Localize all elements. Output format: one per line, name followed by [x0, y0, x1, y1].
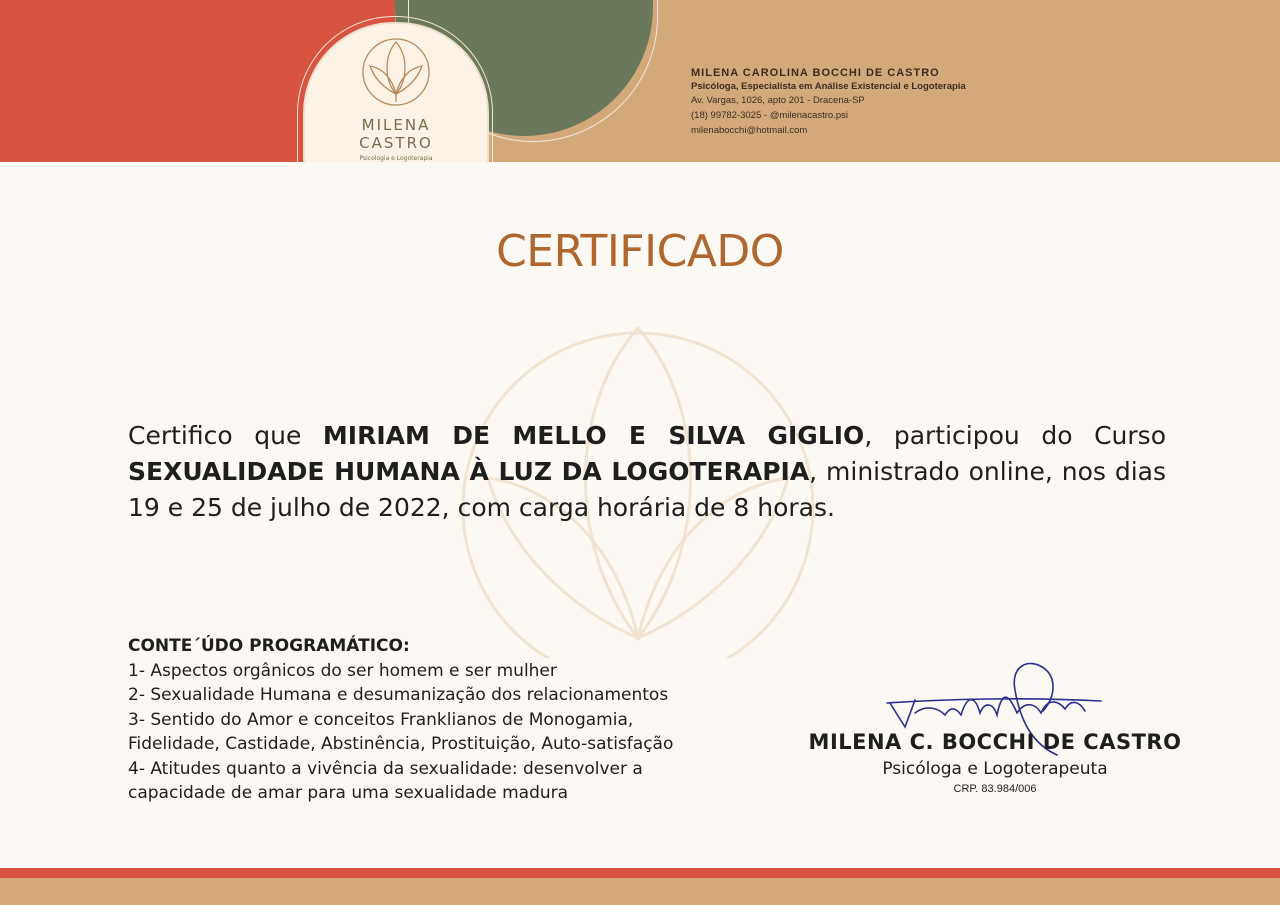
logo-name-line2: CASTRO — [359, 134, 433, 152]
signatory-role: Psicóloga e Logoterapeuta — [882, 759, 1108, 779]
footer-red-stripe — [0, 868, 1280, 878]
body-text-3: , ministrado online, nos dias 19 e 25 de julho de 2022, com carga horária de 8 horas. — [128, 457, 1166, 522]
logo-name-line1: MILENA — [361, 116, 431, 134]
leaf-logo-icon — [362, 36, 430, 108]
body-text-1: Certifico que — [128, 421, 323, 450]
program-heading: CONTE´ÚDO PROGRAMÁTICO: — [128, 636, 410, 656]
program-item: 4- Atitudes quanto a vivência da sexualidade: desenvolver a capacidade de amar para uma sexualidade madura — [128, 758, 643, 803]
program-item: 1- Aspectos orgânicos do ser homem e ser mulher — [128, 660, 557, 681]
logo-subtitle: Psicologia e Logoterapia — [359, 155, 433, 162]
body-text-2: , participou do Curso — [864, 421, 1166, 450]
contact-email: milenabocchi@hotmail.com — [691, 125, 808, 136]
participant-name: MIRIAM DE MELLO E SILVA GIGLIO — [322, 421, 865, 450]
signatory-name: MILENA C. BOCCHI DE CASTRO — [808, 730, 1182, 754]
footer-tan-stripe — [0, 878, 1280, 905]
program-item: 3- Sentido do Amor e conceitos Franklianos de Monogamia, Fidelidade, Castidade, Abstinência, Prostituição, Auto-satisfação — [128, 709, 674, 754]
certificate-title: CERTIFICADO — [496, 226, 784, 277]
contact-address: Av. Vargas, 1026, apto 201 - Dracena-SP — [691, 95, 865, 106]
program-item: 2- Sexualidade Humana e desumanização dos relacionamentos — [128, 685, 669, 705]
header-band — [0, 0, 1280, 162]
contact-name: MILENA CAROLINA BOCCHI DE CASTRO — [691, 67, 940, 79]
contact-phone-social: (18) 99782-3025 - @milenacastro.psi — [691, 110, 848, 121]
certificate-body — [128, 418, 1166, 526]
course-name: SEXUALIDADE HUMANA À LUZ DA LOGOTERAPIA — [128, 457, 810, 486]
contact-block — [691, 66, 966, 138]
program-content — [128, 634, 708, 806]
contact-profession: Psicóloga, Especialista em Análise Existencial e Logoterapia — [691, 81, 966, 92]
signatory-crp: CRP. 83.984/006 — [953, 783, 1037, 795]
